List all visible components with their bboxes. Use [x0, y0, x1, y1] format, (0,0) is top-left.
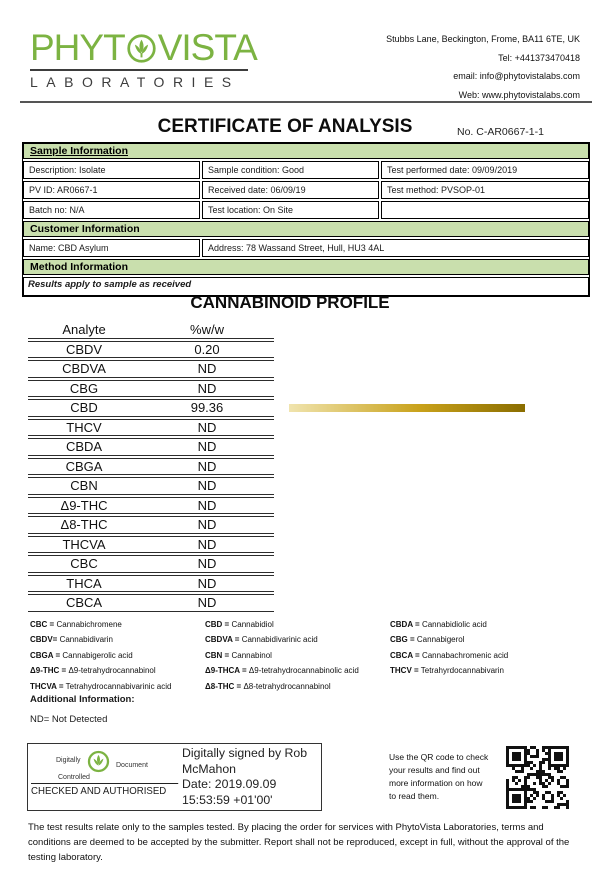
analyte-name: CBC — [70, 556, 98, 571]
analyte-row — [28, 360, 274, 378]
analyte-col-header: Analyte — [62, 322, 106, 337]
analyte-row — [28, 438, 274, 456]
method-info-heading: Method Information — [23, 259, 589, 275]
analyte-name: THCVA — [62, 536, 106, 552]
analyte-name: CBD — [70, 400, 98, 415]
analyte-name: CBGA — [65, 458, 103, 474]
analyte-row — [28, 497, 274, 515]
info-cell-test-method: Test method: PVSOP-01 — [381, 181, 589, 199]
analyte-row — [28, 516, 274, 534]
analyte-name: Δ9-THC — [60, 497, 108, 513]
analyte-name: Δ8-THC — [60, 517, 108, 532]
nd-note: ND= Not Detected — [30, 714, 108, 725]
gold-highlight-stripe — [289, 404, 525, 412]
info-block — [22, 142, 590, 297]
analyte-name: CBDV — [65, 341, 103, 357]
analyte-value: ND — [197, 439, 217, 454]
analyte-name: CBDVA — [62, 361, 106, 376]
stamp-word-controlled: Controlled — [58, 774, 90, 781]
logo-text-pre: PHYT — [30, 27, 125, 68]
analyte-value: ND — [197, 556, 217, 571]
analyte-value: ND — [197, 575, 217, 591]
analyte-row — [28, 380, 274, 398]
legend-entry: CBGA = Cannabigerolic acid — [30, 650, 133, 660]
analyte-value: ND — [197, 380, 217, 396]
legend-entry: THCVA = Tetrahydrocannabivarinic acid — [30, 681, 172, 691]
checked-authorised-label: CHECKED AND AUTHORISED — [31, 783, 178, 797]
contact-address: Stubbs Lane, Beckington, Frome, BA11 6TE, UK — [386, 34, 580, 44]
stamp-word-document: Document — [116, 762, 148, 769]
logo-wordmark — [30, 28, 257, 68]
analyte-value: ND — [197, 361, 217, 376]
legend-entry: CBDA = Cannabidiolic acid — [390, 620, 487, 629]
analyte-value: ND — [197, 536, 217, 552]
analyte-row — [28, 575, 274, 593]
leaf-in-circle-icon — [126, 33, 157, 64]
qr-instructions: Use the QR code to check your results and find out more information on how to read them. — [389, 752, 489, 801]
customer-info-heading: Customer Information — [23, 221, 589, 237]
additional-info-heading: Additional Information: — [30, 694, 135, 705]
analyte-value: 0.20 — [194, 341, 220, 357]
cannabinoid-profile-title: CANNABINOID PROFILE — [190, 293, 390, 312]
legend-entry: CBCA = Cannabachromenic acid — [390, 650, 509, 660]
info-cell-customer-address: Address: 78 Wassand Street, Hull, HU3 4AL — [202, 239, 589, 257]
analyte-row — [28, 594, 274, 612]
info-cell-description: Description: Isolate — [23, 161, 200, 179]
info-cell-batch: Batch no: N/A — [23, 201, 200, 219]
analyte-row — [28, 341, 274, 359]
analyte-name: CBN — [70, 478, 98, 493]
customer-info-row — [23, 239, 589, 257]
legend-entry: CBDV= Cannabidivarin — [30, 635, 113, 645]
logo-subtitle: LABORATORIES — [30, 69, 248, 90]
legend-entry: CBD = Cannabidiol — [205, 620, 274, 629]
contact-tel: Tel: +441373470418 — [498, 52, 580, 63]
certificate-title: CERTIFICATE OF ANALYSIS — [157, 116, 413, 137]
analyte-header-row — [28, 322, 274, 339]
brand-logo — [30, 28, 257, 90]
legend-entry: CBDVA = Cannabidivarinic acid — [205, 635, 318, 645]
legend-column — [390, 617, 588, 694]
analyte-row — [28, 536, 274, 554]
analyte-row — [28, 399, 274, 417]
analyte-row — [28, 419, 274, 437]
analyte-value: ND — [197, 419, 217, 435]
logo-text-post: VISTA — [157, 27, 257, 68]
results-note: Results apply to sample as received — [28, 279, 192, 290]
analyte-value: ND — [197, 478, 217, 493]
legend-column — [30, 617, 205, 694]
legend-entry: CBC = Cannabichromene — [30, 620, 122, 629]
analyte-name: CBCA — [65, 595, 103, 610]
footer-disclaimer: The test results relate only to the samples tested. By placing the order for services with PhytoVista Laboratories, terms and conditions are deemed to be accepted by the submitter. Report shall not be reproduced, except in full, without the approval of the testing laboratory. — [28, 822, 570, 863]
contact-email: email: info@phytovistalabs.com — [453, 71, 580, 81]
info-cell-customer-name: Name: CBD Asylum — [23, 239, 200, 257]
analyte-value: ND — [197, 497, 217, 513]
value-col-header: %w/w — [190, 322, 224, 337]
legend-entry: CBG = Cannabigerol — [390, 635, 465, 645]
info-cell-received-date: Received date: 06/09/19 — [202, 181, 379, 199]
legend-entry: Δ9-THCA = Δ9-tetrahydrocannabinolic acid — [205, 666, 359, 676]
analyte-value: 99.36 — [190, 400, 224, 415]
abbreviation-legend — [30, 617, 588, 694]
analyte-value: ND — [197, 595, 217, 610]
analyte-row — [28, 555, 274, 573]
signature-box — [27, 743, 322, 811]
contact-web: Web: www.phytovistalabs.com — [458, 89, 580, 100]
analyte-name: THCA — [66, 575, 102, 591]
analyte-value: ND — [197, 458, 217, 474]
info-cell-pvid: PV ID: AR0667-1 — [23, 181, 200, 199]
legend-column — [205, 617, 390, 694]
analyte-name: THCV — [66, 419, 102, 435]
certificate-number: No. C-AR0667-1-1 — [457, 126, 544, 138]
digitally-controlled-stamp — [28, 744, 168, 810]
legend-entry: Δ9-THC = Δ9-tetrahydrocannabinol — [30, 666, 156, 676]
signature-signed-by: Digitally signed by Rob McMahon — [182, 746, 308, 776]
sample-info-row — [23, 181, 589, 199]
info-cell-empty — [381, 201, 589, 219]
signature-date: Date: 2019.09.09 15:53:59 +01'00' — [182, 777, 277, 807]
stamp-word-digitally: Digitally — [56, 757, 81, 764]
analyte-name: CBG — [69, 380, 99, 396]
sample-info-heading: Sample Information — [23, 143, 589, 159]
analyte-table — [28, 322, 274, 612]
sample-info-row — [23, 201, 589, 219]
analyte-row — [28, 458, 274, 476]
analyte-value: ND — [197, 517, 217, 532]
analyte-row — [28, 477, 274, 495]
info-cell-test-date: Test performed date: 09/09/2019 — [381, 161, 589, 179]
legend-entry: THCV = Tetrahyrdocannabivarin — [390, 666, 504, 676]
stamp-leaf-icon — [87, 750, 110, 775]
analyte-name: CBDA — [65, 439, 103, 454]
contact-block — [386, 30, 580, 104]
info-cell-test-location: Test location: On Site — [202, 201, 379, 219]
legend-entry: CBN = Cannabinol — [205, 650, 272, 660]
header-divider — [20, 101, 592, 103]
signature-text — [168, 744, 321, 810]
sample-info-row — [23, 161, 589, 179]
info-cell-condition: Sample condition: Good — [202, 161, 379, 179]
qr-code — [506, 746, 569, 809]
legend-entry: Δ8-THC = Δ8-tetrahydrocannabinol — [205, 681, 331, 691]
